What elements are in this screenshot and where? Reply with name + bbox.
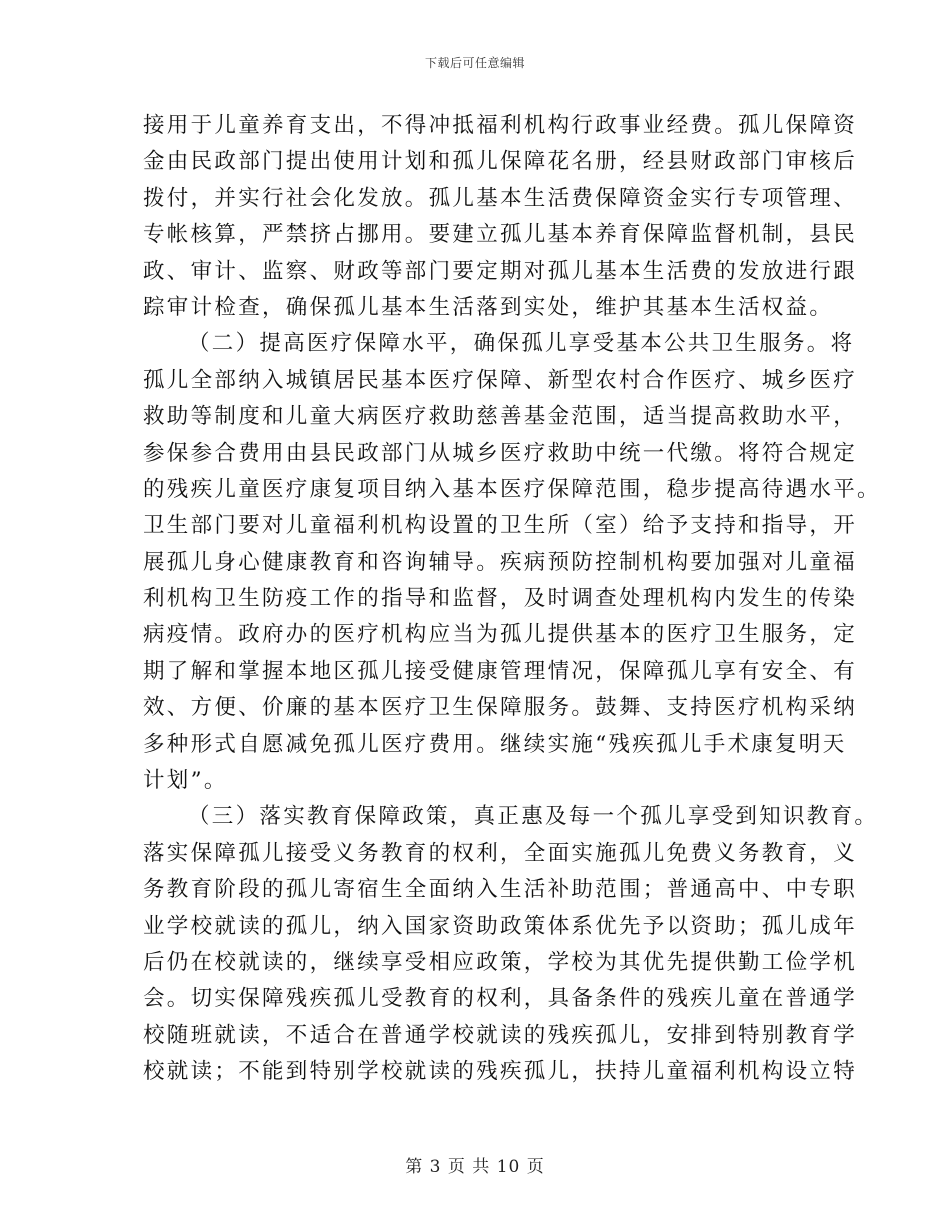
text-line: 孤儿全部纳入城镇居民基本医疗保障、新型农村合作医疗、城乡医疗: [143, 367, 858, 393]
text-line: 接用于儿童养育支出，不得冲抵福利机构行政事业经费。孤儿保障资: [143, 113, 858, 138]
text-line: 计划”。: [143, 768, 228, 794]
text-line: 拨付，并实行社会化发放。孤儿基本生活费保障资金实行专项管理、: [143, 185, 858, 211]
text-line: 多种形式自愿减免孤儿医疗费用。继续实施“残疾孤儿手术康复明天: [143, 731, 847, 757]
text-line: 卫生部门要对儿童福利机构设置的卫生所（室）给予支持和指导，开: [143, 513, 858, 539]
text-line: 救助等制度和儿童大病医疗救助慈善基金范围，适当提高救助水平，: [143, 404, 858, 430]
document-body: [143, 108, 881, 1091]
text-line: 的残疾儿童医疗康复项目纳入基本医疗保障范围，稳步提高待遇水平。: [143, 476, 881, 502]
paragraph-start-line: （二）提高医疗保障水平，确保孤儿享受基本公共卫生服务。将: [188, 331, 855, 357]
text-line: 后仍在校就读的，继续享受相应政策，学校为其优先提供勤工俭学机: [143, 949, 858, 975]
text-line: 金由民政部门提出使用计划和孤儿保障花名册，经县财政部门审核后: [143, 149, 858, 175]
text-line: 专帐核算，严禁挤占挪用。要建立孤儿基本养育保障监督机制，县民: [143, 222, 858, 248]
text-line: 踪审计检查，确保孤儿基本生活落到实处，维护其基本生活权益。: [143, 294, 834, 320]
text-line: 参保参合费用由县民政部门从城乡医疗救助中统一代缴。将符合规定: [143, 440, 858, 466]
text-line: 政、审计、监察、财政等部门要定期对孤儿基本生活费的发放进行跟: [143, 258, 858, 284]
text-line: 校随班就读，不适合在普通学校就读的残疾孤儿，安排到特别教育学: [143, 1022, 858, 1048]
text-line: 利机构卫生防疫工作的指导和监督，及时调查处理机构内发生的传染: [143, 586, 858, 612]
text-line: 业学校就读的孤儿，纳入国家资助政策体系优先予以资助；孤儿成年: [143, 913, 858, 939]
page-number-footer: 第 3 页 共 10 页: [405, 1157, 545, 1177]
text-line: 期了解和掌握本地区孤儿接受健康管理情况，保障孤儿享有安全、有: [143, 658, 858, 684]
text-line: 务教育阶段的孤儿寄宿生全面纳入生活补助范围；普通高中、中专职: [143, 877, 858, 903]
paragraph-start-line: （三）落实教育保障政策，真正惠及每一个孤儿享受到知识教育。: [188, 804, 879, 830]
text-line: 展孤儿身心健康教育和咨询辅导。疾病预防控制机构要加强对儿童福: [143, 549, 858, 575]
text-line: 病疫情。政府办的医疗机构应当为孤儿提供基本的医疗卫生服务，定: [143, 622, 858, 648]
text-line: 落实保障孤儿接受义务教育的权利，全面实施孤儿免费义务教育，义: [143, 840, 858, 866]
page-header: 下载后可任意编辑: [424, 56, 525, 70]
text-line: 会。切实保障残疾孤儿受教育的权利，具备条件的残疾儿童在普通学: [143, 986, 858, 1012]
text-line: 效、方便、价廉的基本医疗卫生保障服务。鼓舞、支持医疗机构采纳: [143, 695, 858, 721]
text-line: 校就读；不能到特别学校就读的残疾孤儿，扶持儿童福利机构设立特: [143, 1059, 858, 1085]
